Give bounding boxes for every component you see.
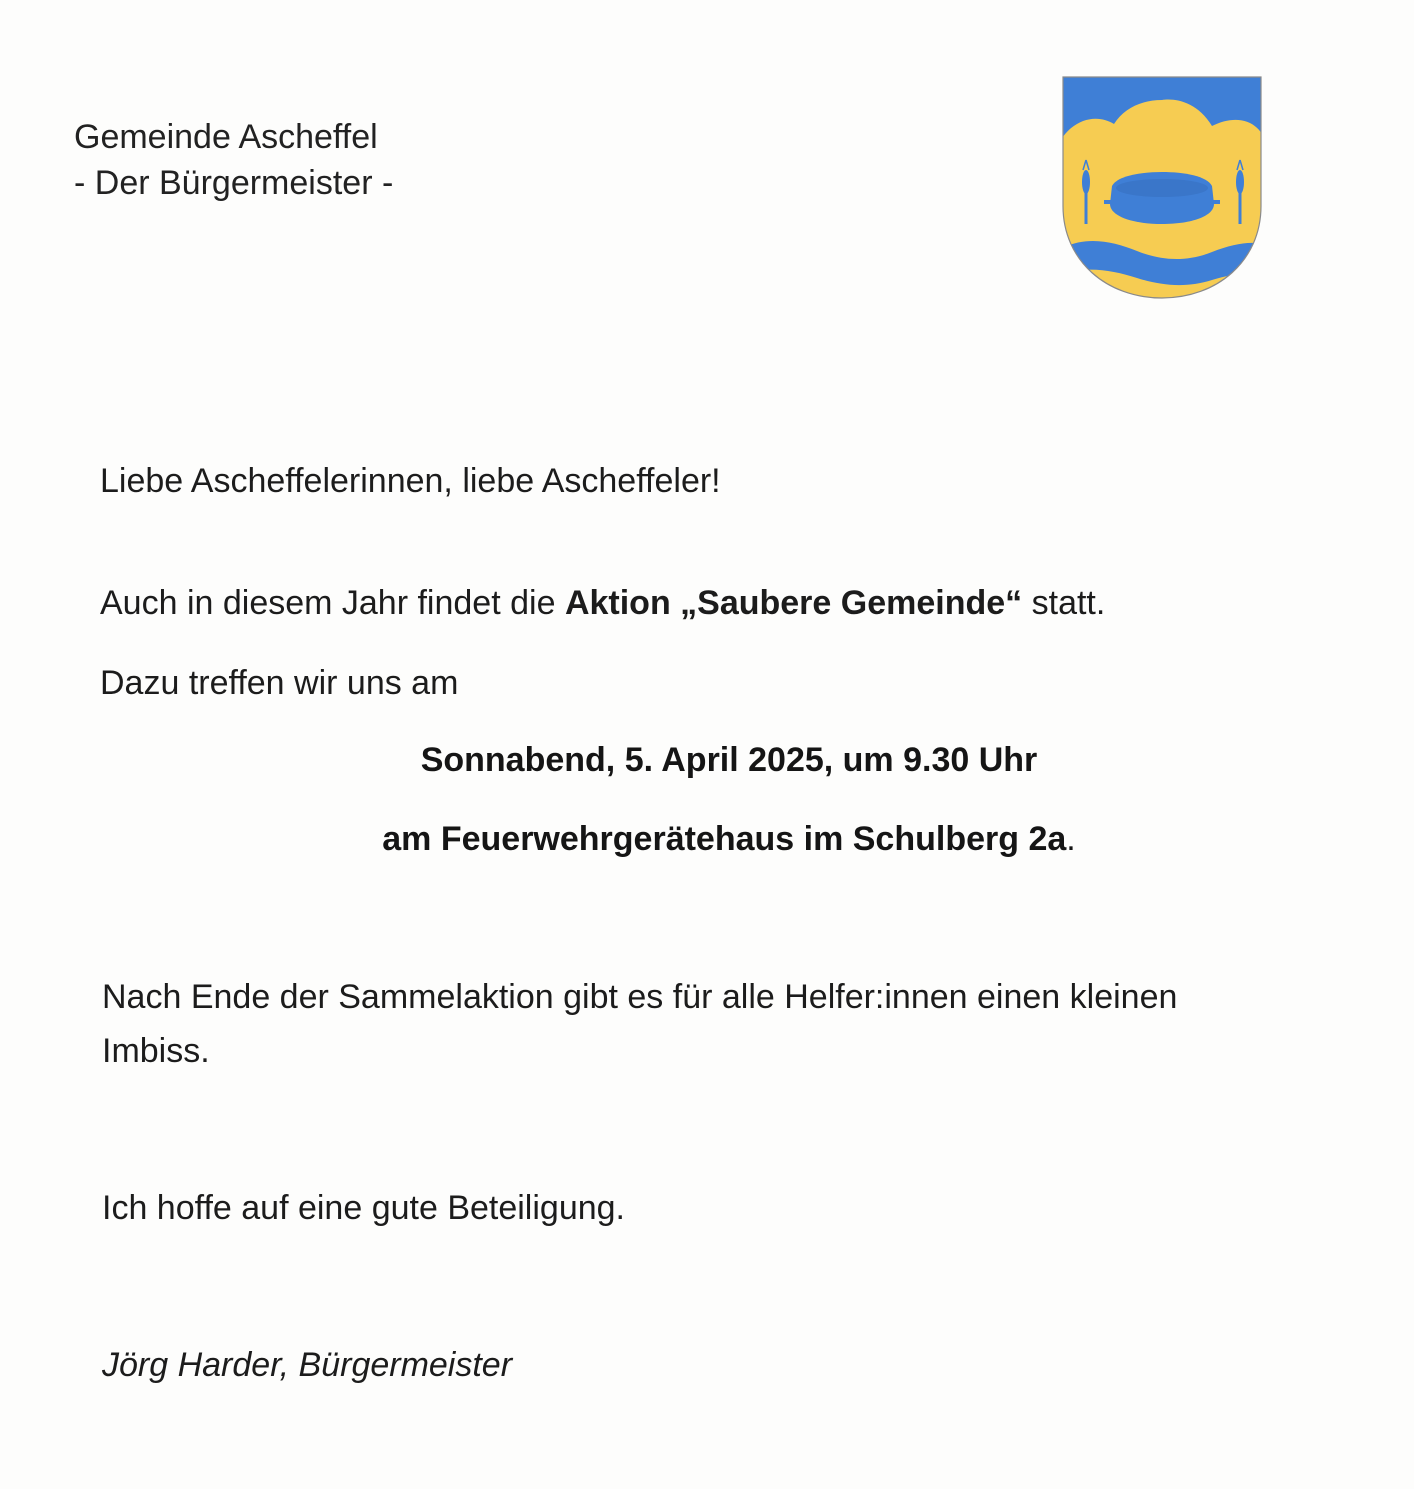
greeting: Liebe Ascheffelerinnen, liebe Ascheffeler! [100,462,721,500]
intro-text-before: Auch in diesem Jahr findet die [100,584,565,622]
intro-paragraph [100,580,1105,626]
snack-line-2: Imbiss. [102,1032,210,1070]
municipality-name: Gemeinde Ascheffel [74,118,378,156]
coat-of-arms-icon [1062,76,1262,300]
event-location [0,816,1414,862]
event-date: Sonnabend, 5. April 2025, um 9.30 Uhr [420,741,1038,779]
meeting-intro: Dazu treffen wir uns am [100,664,459,702]
letterhead [74,114,393,206]
closing-sentence: Ich hoffe auf eine gute Beteiligung. [102,1189,625,1227]
sender-title: - Der Bürgermeister - [74,164,394,202]
intro-text-after: statt. [1022,584,1106,622]
signature: Jörg Harder, Bürgermeister [102,1346,513,1384]
snack-line-1: Nach Ende der Sammelaktion gibt es für alle Helfer:innen einen kleinen [102,978,1178,1016]
campaign-name: Aktion „Saubere Gemeinde“ [564,584,1023,622]
event-location-text: am Feuerwehrgerätehaus im Schulberg 2a [382,820,1067,858]
event-location-punct: . [1066,820,1076,858]
